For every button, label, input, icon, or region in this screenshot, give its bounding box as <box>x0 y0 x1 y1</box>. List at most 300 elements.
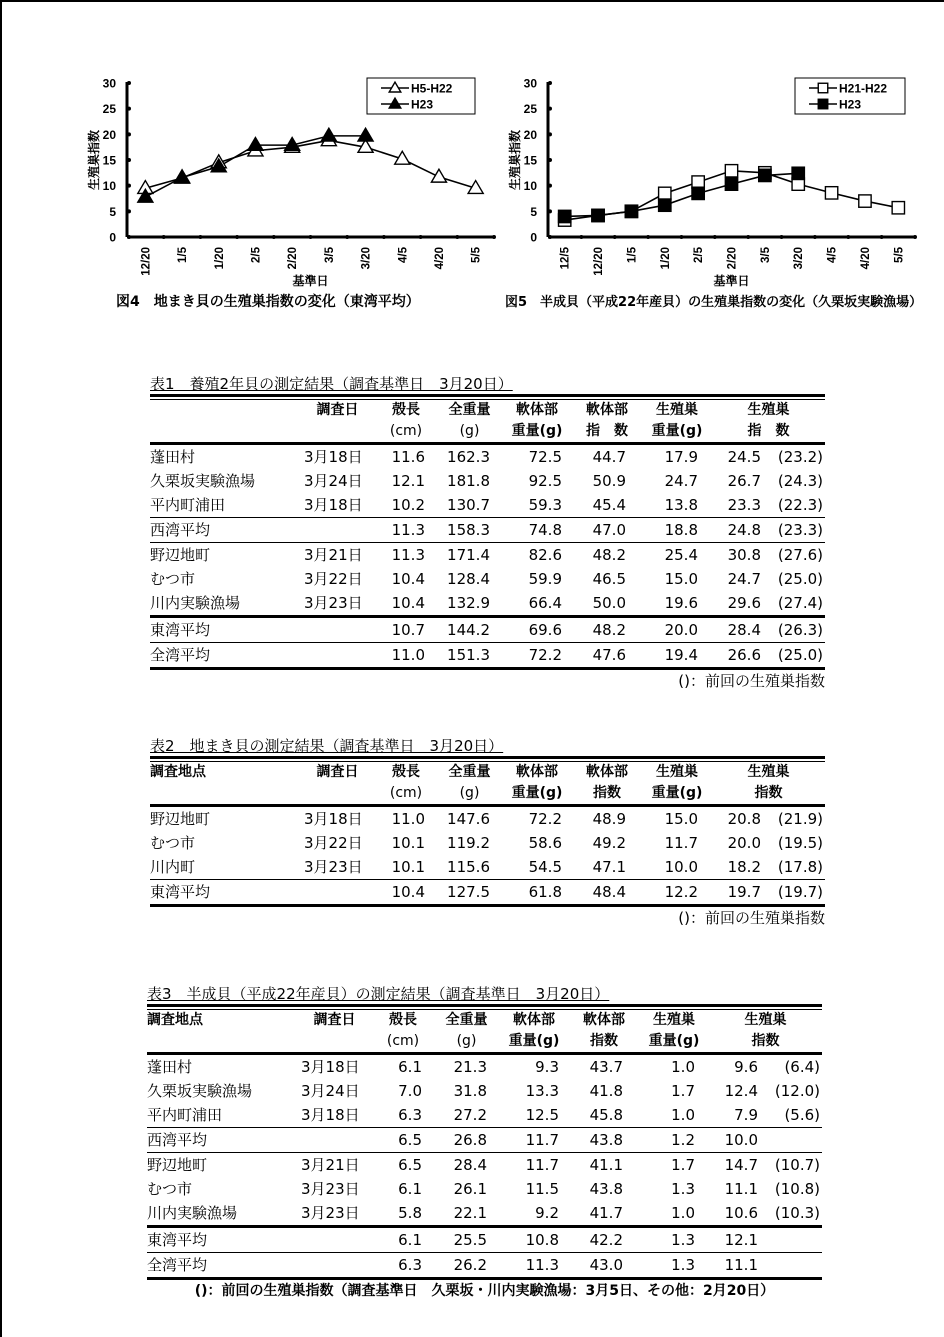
header-gon_w1: 生殖巣 <box>656 764 698 780</box>
x-tick-label: 1/20 <box>659 247 672 270</box>
cell-total: 132.9 <box>447 594 490 612</box>
cell-date <box>300 880 375 906</box>
x-tick-label: 3/5 <box>323 247 336 263</box>
cell-gon_w: 12.2 <box>642 880 712 906</box>
table-row <box>147 1054 822 1080</box>
gonad-index-previous: (23.2) <box>777 448 823 466</box>
cell-gon_w: 25.4 <box>642 543 712 568</box>
header-empty <box>297 1031 372 1054</box>
x-tick-mark <box>646 235 650 239</box>
header-gon_i1: 生殖巣 <box>747 764 790 780</box>
cell-gonad-index <box>712 493 825 518</box>
gonad-index-value: 10.0 <box>724 1131 758 1149</box>
cell-shell: 10.4 <box>391 594 425 612</box>
y-tick-label: 25 <box>523 102 537 117</box>
cell-total: 31.8 <box>453 1082 487 1100</box>
header-soft_i2: 指数 <box>569 1031 639 1054</box>
gonad-index-value: 11.1 <box>724 1180 758 1198</box>
gonad-index-previous: (22.3) <box>777 496 823 514</box>
header-row-2 <box>150 421 825 444</box>
cell-gonad-index <box>709 1103 822 1128</box>
gonad-index-value: 12.1 <box>724 1231 758 1249</box>
table-1 <box>150 374 825 692</box>
header-row <box>150 400 825 421</box>
cell-shell: 10.4 <box>391 570 425 588</box>
cell-gon_w: 13.8 <box>664 496 698 514</box>
table-title: 表3 半成貝（平成22年産貝）の測定結果（調査基準日 3月20日） <box>147 985 610 1003</box>
cell-date: 3月23日 <box>301 1180 360 1198</box>
marker-square-filled <box>792 167 804 179</box>
header-row-2 <box>147 1031 822 1054</box>
chart-fig4-title: 図4 地まき貝の生殖巣指数の変化（東湾平均） <box>116 294 420 310</box>
gonad-index-previous: (27.6) <box>777 546 823 564</box>
cell-total: 130.7 <box>447 496 490 514</box>
cell-gon_w: 1.7 <box>639 1153 709 1178</box>
cell-gon_w: 19.4 <box>642 643 712 669</box>
x-axis-label: 基準日 <box>292 274 329 288</box>
marker-square-filled <box>592 209 604 221</box>
gonad-index-previous: (10.3) <box>774 1204 820 1222</box>
header-soft_i2: 指数 <box>572 783 642 806</box>
cell-date: 3月18日 <box>304 496 363 514</box>
cell-shell: 6.3 <box>398 1106 422 1124</box>
cell-site: 野辺地町 <box>150 543 300 568</box>
y-tick-mark <box>548 132 552 136</box>
header-empty <box>150 421 300 444</box>
header-gon_w2: 重量(g) <box>642 421 712 444</box>
header-site: 調査地点 <box>150 764 206 780</box>
x-tick-label: 1/5 <box>177 247 190 263</box>
cell-total: 151.3 <box>437 643 502 669</box>
gonad-index-value: 23.3 <box>727 496 761 514</box>
cell-soft_w: 61.8 <box>502 880 572 906</box>
cell-gonad-index <box>712 806 825 832</box>
cell-gon_w: 18.8 <box>642 518 712 543</box>
cell-soft_i: 42.2 <box>569 1227 639 1253</box>
gonad-index-previous: (19.5) <box>777 834 823 852</box>
gonad-index-previous: (6.4) <box>784 1058 820 1076</box>
cell-soft_w: 69.6 <box>502 617 572 643</box>
x-tick-label: 3/20 <box>360 247 373 270</box>
cell-date: 3月22日 <box>304 570 363 588</box>
gonad-index-value: 29.6 <box>727 594 761 612</box>
y-tick-mark <box>548 235 552 239</box>
header-soft_w1: 軟体部 <box>516 764 558 780</box>
cell-gonad-index <box>709 1201 822 1227</box>
table-row <box>147 1079 822 1103</box>
gonad-index-value: 24.7 <box>727 570 761 588</box>
legend-label: H5-H22 <box>411 81 453 96</box>
cell-site: 西湾平均 <box>150 518 300 543</box>
cell-soft_w: 82.6 <box>502 543 572 568</box>
data-table <box>147 1010 822 1280</box>
cell-soft_w: 11.7 <box>499 1153 569 1178</box>
x-tick-mark <box>813 235 817 239</box>
cell-gon_w: 10.0 <box>664 858 698 876</box>
gonad-index-value: 26.7 <box>727 472 761 490</box>
gonad-index-value: 26.6 <box>727 646 761 664</box>
header-empty <box>300 783 375 806</box>
cell-soft_w: 72.2 <box>502 806 572 832</box>
x-tick-label: 5/5 <box>893 247 906 263</box>
cell-shell: 10.4 <box>375 880 437 906</box>
cell-date: 3月18日 <box>301 1106 360 1124</box>
x-tick-mark <box>780 235 784 239</box>
table-row <box>147 1227 822 1253</box>
header-shell: 殻長 <box>392 402 420 418</box>
table-note: ()：前回の生殖巣指数 <box>678 909 825 927</box>
y-tick-mark <box>548 184 552 188</box>
cell-gon_w: 15.0 <box>664 570 698 588</box>
gonad-index-value: 24.5 <box>727 448 761 466</box>
cell-site: 全湾平均 <box>147 1253 297 1279</box>
cell-soft_i: 47.6 <box>572 643 642 669</box>
cell-site: 川内実験漁場 <box>150 594 241 612</box>
header-shell_unit: (cm) <box>372 1031 434 1054</box>
table-row <box>147 1201 822 1227</box>
x-tick-label: 1/20 <box>213 247 226 270</box>
table-row <box>150 617 825 643</box>
gonad-index-value: 10.6 <box>724 1204 758 1222</box>
table-row <box>150 567 825 591</box>
x-tick-mark <box>713 235 717 239</box>
x-tick-mark <box>613 235 617 239</box>
marker-square-open <box>818 83 828 93</box>
y-tick-label: 30 <box>102 76 116 91</box>
cell-site: 野辺地町 <box>150 806 300 832</box>
chart-fig5 <box>0 0 944 330</box>
gonad-index-value: 20.0 <box>727 834 761 852</box>
x-tick-label: 12/5 <box>559 247 572 270</box>
cell-gonad-index <box>712 518 825 543</box>
cell-gon_w: 1.2 <box>639 1128 709 1153</box>
cell-gon_w: 19.6 <box>664 594 698 612</box>
cell-soft_i: 45.8 <box>589 1106 623 1124</box>
table-row <box>150 518 825 543</box>
cell-shell: 6.3 <box>372 1253 434 1279</box>
cell-shell: 10.1 <box>391 858 425 876</box>
cell-total: 144.2 <box>437 617 502 643</box>
table-row <box>150 493 825 518</box>
y-tick-label: 5 <box>530 204 537 219</box>
header-total: 全重量 <box>448 764 491 780</box>
cell-date <box>300 643 375 669</box>
cell-site: 東湾平均 <box>147 1227 297 1253</box>
cell-site: 川内町 <box>150 858 196 876</box>
cell-total: 28.4 <box>434 1153 499 1178</box>
cell-site: 野辺地町 <box>147 1153 297 1178</box>
gonad-index-value: 9.6 <box>734 1058 758 1076</box>
cell-soft_i: 50.9 <box>592 472 626 490</box>
x-tick-label: 1/5 <box>626 247 639 263</box>
cell-gon_w: 1.3 <box>639 1227 709 1253</box>
marker-square-filled <box>818 99 828 109</box>
marker-square-filled <box>692 187 704 199</box>
table-row <box>150 831 825 855</box>
table-row <box>147 1253 822 1279</box>
cell-date: 3月18日 <box>297 1054 372 1080</box>
cell-date: 3月23日 <box>304 594 363 612</box>
cell-site: 全湾平均 <box>150 643 300 669</box>
y-tick-label: 10 <box>102 179 116 194</box>
marker-square-open <box>692 176 704 188</box>
series-markers-H21-H22 <box>559 165 905 227</box>
gonad-index-previous: (27.4) <box>777 594 823 612</box>
x-tick-label: 4/5 <box>397 247 410 263</box>
header-gon_i2: 指数 <box>712 783 825 806</box>
series-markers-H23 <box>559 167 805 222</box>
cell-date: 3月21日 <box>297 1153 372 1178</box>
table-row <box>150 469 825 493</box>
gonad-index-previous: (26.3) <box>777 621 823 639</box>
cell-soft_w: 92.5 <box>528 472 562 490</box>
cell-soft_w: 12.5 <box>525 1106 559 1124</box>
header-shell: 殻長 <box>389 1012 417 1028</box>
cell-soft_w: 66.4 <box>528 594 562 612</box>
cell-soft_i: 43.0 <box>569 1253 639 1279</box>
cell-total: 181.8 <box>447 472 490 490</box>
cell-gonad-index <box>709 1054 822 1080</box>
cell-date: 3月18日 <box>300 444 375 470</box>
cell-soft_w: 59.9 <box>528 570 562 588</box>
x-tick-label: 5/5 <box>470 247 483 263</box>
cell-gon_w: 11.7 <box>664 834 698 852</box>
header-shell_unit: (cm) <box>375 783 437 806</box>
table-row <box>150 855 825 880</box>
marker-square-open <box>859 195 871 207</box>
cell-gonad-index <box>712 543 825 568</box>
header-row-2 <box>150 783 825 806</box>
cell-total: 26.2 <box>434 1253 499 1279</box>
cell-total: 119.2 <box>447 834 490 852</box>
cell-gonad-index <box>712 469 825 493</box>
cell-date: 3月18日 <box>300 806 375 832</box>
cell-shell: 11.3 <box>375 543 437 568</box>
marker-square-filled <box>725 178 737 190</box>
cell-total: 27.2 <box>453 1106 487 1124</box>
data-table <box>150 762 825 907</box>
cell-gon_w: 1.3 <box>671 1180 695 1198</box>
cell-shell: 10.1 <box>391 834 425 852</box>
x-tick-label: 4/20 <box>433 247 446 270</box>
cell-soft_i: 43.7 <box>569 1054 639 1080</box>
x-tick-label: 2/20 <box>726 247 739 270</box>
header-site: 調査地点 <box>147 1012 203 1028</box>
y-tick-label: 10 <box>523 179 537 194</box>
cell-total: 158.3 <box>437 518 502 543</box>
cell-soft_i: 41.8 <box>589 1082 623 1100</box>
marker-square-filled <box>659 199 671 211</box>
cell-gonad-index <box>712 567 825 591</box>
cell-soft_w: 10.8 <box>499 1227 569 1253</box>
gonad-index-previous: (24.3) <box>777 472 823 490</box>
chart-fig5-title: 図5 半成貝（平成22年産貝）の生殖巣指数の変化（久栗坂実験漁場） <box>505 295 923 310</box>
cell-gonad-index <box>709 1079 822 1103</box>
cell-date <box>297 1227 372 1253</box>
header-empty <box>147 1031 297 1054</box>
header-gon_i2: 指 数 <box>712 421 825 444</box>
header-total: 全重量 <box>445 1012 488 1028</box>
header-gon_i1: 生殖巣 <box>744 1012 787 1028</box>
x-tick-mark <box>880 235 884 239</box>
header-gon_i1: 生殖巣 <box>747 402 790 418</box>
table-row <box>147 1103 822 1128</box>
cell-gon_w: 15.0 <box>642 806 712 832</box>
cell-gonad-index <box>709 1128 822 1153</box>
cell-gonad-index <box>709 1177 822 1201</box>
table-2 <box>150 736 825 929</box>
y-tick-mark <box>548 81 552 85</box>
cell-shell: 6.5 <box>372 1128 434 1153</box>
cell-site: むつ市 <box>147 1180 193 1198</box>
cell-total: 25.5 <box>434 1227 499 1253</box>
cell-shell: 11.3 <box>375 518 437 543</box>
cell-date: 3月21日 <box>300 543 375 568</box>
y-tick-mark <box>548 107 552 111</box>
cell-total: 127.5 <box>437 880 502 906</box>
y-tick-label: 5 <box>109 204 116 219</box>
cell-soft_w: 74.8 <box>502 518 572 543</box>
cell-shell: 5.8 <box>398 1204 422 1222</box>
gonad-index-value: 18.2 <box>727 858 761 876</box>
cell-date: 3月23日 <box>304 858 363 876</box>
cell-site: 西湾平均 <box>147 1128 297 1153</box>
gonad-index-previous: (25.0) <box>777 570 823 588</box>
header-soft_w1: 軟体部 <box>516 402 558 418</box>
x-axis-label: 基準日 <box>713 274 750 288</box>
cell-soft_i: 49.2 <box>592 834 626 852</box>
cell-soft_i: 47.1 <box>592 858 626 876</box>
cell-date: 3月23日 <box>301 1204 360 1222</box>
legend-label: H23 <box>839 97 862 112</box>
cell-site: 蓬田村 <box>147 1054 297 1080</box>
gonad-index-value: 20.8 <box>727 810 761 828</box>
cell-shell: 6.1 <box>398 1180 422 1198</box>
cell-soft_w: 11.3 <box>499 1253 569 1279</box>
y-tick-label: 15 <box>523 153 537 168</box>
cell-gonad-index <box>709 1227 822 1253</box>
header-soft_i1: 軟体部 <box>586 764 628 780</box>
cell-date: 3月22日 <box>304 834 363 852</box>
cell-soft_i: 48.2 <box>572 617 642 643</box>
header-site <box>150 400 300 421</box>
header-shell_unit: (cm) <box>375 421 437 444</box>
cell-soft_w: 9.2 <box>535 1204 559 1222</box>
header-soft_w1: 軟体部 <box>513 1012 555 1028</box>
marker-square-open <box>659 187 671 199</box>
table-row <box>147 1128 822 1153</box>
cell-site: 平内町浦田 <box>147 1106 223 1124</box>
y-tick-label: 15 <box>102 153 116 168</box>
x-tick-mark <box>846 235 850 239</box>
y-axis-label: 生殖巣指数 <box>87 129 101 191</box>
y-tick-label: 0 <box>109 230 116 245</box>
cell-site: 蓬田村 <box>150 444 300 470</box>
table-3 <box>147 984 822 1302</box>
x-tick-mark <box>579 235 583 239</box>
gonad-index-value: 19.7 <box>727 883 761 901</box>
cell-date <box>300 617 375 643</box>
cell-gon_w: 1.3 <box>639 1253 709 1279</box>
cell-gonad-index <box>712 855 825 880</box>
gonad-index-value: 7.9 <box>734 1106 758 1124</box>
cell-shell: 6.1 <box>372 1227 434 1253</box>
table-title: 表1 養殖2年貝の測定結果（調査基準日 3月20日） <box>150 375 513 393</box>
gonad-index-value: 30.8 <box>727 546 761 564</box>
x-tick-label: 2/5 <box>250 247 263 263</box>
header-soft_w2: 重量(g) <box>502 421 572 444</box>
cell-soft_i: 44.7 <box>572 444 642 470</box>
table-row <box>150 591 825 617</box>
gonad-index-value: 24.8 <box>727 521 761 539</box>
cell-gonad-index <box>712 617 825 643</box>
cell-soft_i: 48.9 <box>572 806 642 832</box>
header-empty <box>150 783 300 806</box>
cell-shell: 6.1 <box>372 1054 434 1080</box>
header-soft_w2: 重量(g) <box>499 1031 569 1054</box>
y-tick-mark <box>548 209 552 213</box>
cell-soft_w: 11.5 <box>525 1180 559 1198</box>
legend <box>795 78 905 114</box>
header-soft_i2: 指 数 <box>572 421 642 444</box>
cell-gonad-index <box>712 880 825 906</box>
x-tick-label: 12/20 <box>140 247 153 276</box>
cell-soft_i: 45.4 <box>592 496 626 514</box>
table-row <box>147 1153 822 1178</box>
cell-gon_w: 1.0 <box>639 1054 709 1080</box>
x-tick-label: 4/5 <box>826 247 839 263</box>
cell-site: 東湾平均 <box>150 617 300 643</box>
x-tick-label: 4/20 <box>859 247 872 270</box>
gonad-index-previous: (10.7) <box>774 1156 820 1174</box>
cell-soft_w: 13.3 <box>525 1082 559 1100</box>
header-gon_i2: 指数 <box>709 1031 822 1054</box>
header-soft_i1: 軟体部 <box>583 1012 625 1028</box>
cell-site: 久栗坂実験漁場 <box>147 1082 253 1100</box>
header-row <box>147 1010 822 1031</box>
cell-soft_w: 58.6 <box>528 834 562 852</box>
gonad-index-value: 12.4 <box>724 1082 758 1100</box>
cell-soft_w: 59.3 <box>528 496 562 514</box>
cell-soft_i: 48.4 <box>572 880 642 906</box>
marker-square-open <box>725 165 737 177</box>
y-tick-label: 25 <box>102 102 116 117</box>
header-date: 調査日 <box>316 402 359 418</box>
cell-soft_w: 72.5 <box>502 444 572 470</box>
y-tick-label: 20 <box>523 127 537 142</box>
cell-gonad-index <box>712 831 825 855</box>
gonad-index-value: 28.4 <box>727 621 761 639</box>
cell-total: 26.1 <box>453 1180 487 1198</box>
cell-shell: 10.7 <box>375 617 437 643</box>
cell-gon_w: 1.0 <box>671 1204 695 1222</box>
cell-date: 3月24日 <box>301 1082 360 1100</box>
x-tick-mark <box>679 235 683 239</box>
table-row <box>150 880 825 906</box>
cell-total: 115.6 <box>447 858 490 876</box>
cell-soft_w: 72.2 <box>502 643 572 669</box>
cell-date: 3月24日 <box>304 472 363 490</box>
header-gon_w1: 生殖巣 <box>656 402 698 418</box>
cell-total: 22.1 <box>453 1204 487 1222</box>
cell-soft_i: 47.0 <box>572 518 642 543</box>
marker-square-filled <box>559 210 571 222</box>
cell-soft_w: 9.3 <box>499 1054 569 1080</box>
gonad-index-previous: (5.6) <box>784 1106 820 1124</box>
cell-shell: 12.1 <box>391 472 425 490</box>
cell-site: 平内町浦田 <box>150 496 226 514</box>
x-tick-label: 2/5 <box>693 247 706 263</box>
